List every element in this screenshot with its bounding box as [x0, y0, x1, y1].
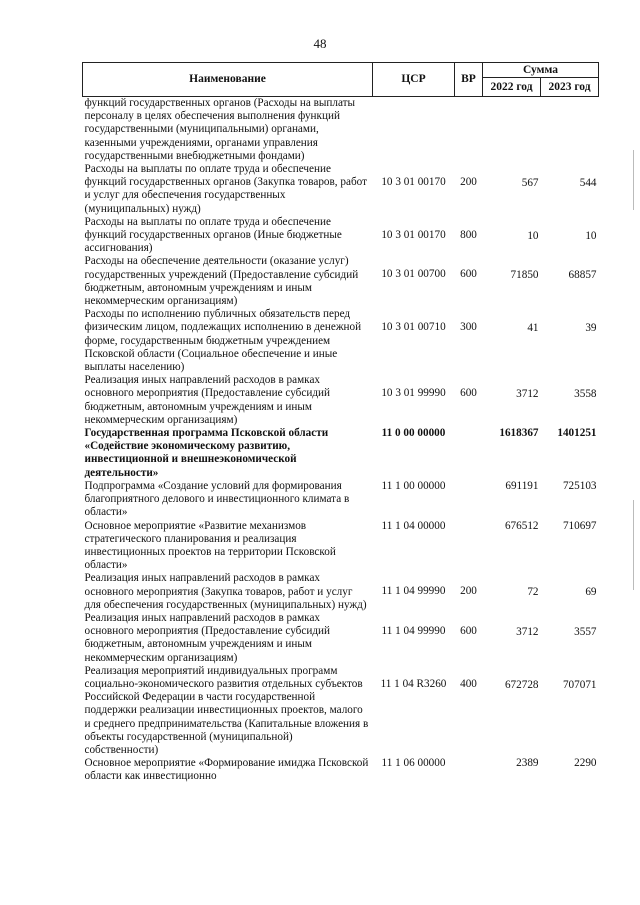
row-csr: 11 1 04 99990	[381, 624, 446, 637]
row-name: функций государственных органов (Расходы на выплаты персоналу в целях обеспечения выполнения функций государственными (муниципальными) органами, казенными учреждениями, органами управления государственными внебюджетными фондами)	[84, 97, 356, 162]
table-row	[83, 612, 599, 665]
row-amount-2023: 725103	[562, 479, 597, 492]
row-amount-2022	[483, 97, 541, 164]
budget-table	[82, 62, 599, 784]
table-row	[83, 757, 599, 783]
row-vr: 200	[460, 585, 477, 598]
row-vr	[455, 520, 483, 573]
row-amount-2023: 68857	[568, 269, 597, 282]
table-row	[83, 520, 599, 573]
row-csr: 10 3 01 00170	[381, 176, 446, 189]
row-name: Государственная программа Псковской области «Содействие экономическому развитию, инвестиционной и внешнеэкономической деятельности»	[84, 427, 329, 479]
row-vr: 600	[460, 268, 477, 281]
row-name: Расходы по исполнению публичных обязательств перед физическим лицом, подлежащих исполнению в денежной форме, государственным бюджетным учреждением Псковской области (Социальное обеспечение и иные выплаты населению)	[84, 308, 362, 374]
page-number: 48	[313, 36, 327, 51]
row-vr: 600	[460, 624, 477, 637]
row-name: Подпрограмма «Создание условий для формирования благоприятного делового и инвестиционного климата в области»	[84, 479, 350, 519]
header-year-2023: 2023 год	[541, 78, 599, 97]
row-vr: 200	[460, 176, 477, 189]
row-amount-2023: 707071	[562, 678, 597, 691]
row-amount-2023: 544	[579, 177, 597, 190]
row-amount-2023: 3557	[574, 625, 597, 638]
row-csr: 11 1 04 99990	[381, 585, 446, 598]
row-amount-2023	[541, 97, 599, 164]
row-csr: 10 3 01 00700	[381, 268, 446, 281]
row-csr: 10 3 01 99990	[381, 387, 446, 400]
row-vr: 600	[460, 387, 477, 400]
row-csr: 11 1 00 00000	[381, 479, 446, 492]
row-vr	[455, 427, 483, 480]
row-vr	[455, 480, 483, 520]
header-csr: ЦСР	[373, 63, 455, 97]
header-sum: Сумма	[483, 63, 599, 78]
row-amount-2022: 3712	[516, 388, 539, 401]
row-amount-2022: 567	[521, 177, 539, 190]
table-row	[83, 216, 599, 256]
row-name: Реализация иных направлений расходов в рамках основного мероприятия (Предоставление субсидий бюджетным, автономным учреждениям и иным некоммерческим организациям)	[84, 374, 330, 426]
scan-edge-mark	[633, 150, 634, 210]
table-row	[83, 97, 599, 164]
row-vr: 400	[460, 677, 477, 690]
table-row	[83, 427, 599, 480]
table-row	[83, 572, 599, 612]
row-amount-2023: 3558	[574, 388, 597, 401]
header-name: Наименование	[83, 63, 373, 97]
row-amount-2022: 672728	[504, 678, 539, 691]
row-csr: 11 0 00 00000	[381, 427, 446, 440]
row-csr	[373, 97, 455, 164]
row-name: Основное мероприятие «Формирование имиджа Псковской области как инвестиционно	[84, 757, 369, 783]
row-vr: 800	[460, 228, 477, 241]
row-amount-2022: 2389	[516, 757, 539, 770]
table-row	[83, 255, 599, 308]
row-vr	[455, 757, 483, 783]
row-name: Расходы на выплаты по оплате труда и обеспечение функций государственных органов (Иные бюджетные ассигнования)	[84, 215, 342, 255]
row-amount-2022: 71850	[510, 269, 539, 282]
row-name: Реализация иных направлений расходов в рамках основного мероприятия (Предоставление субсидий бюджетным, автономным учреждениям и иным некоммерческим организациям)	[84, 611, 330, 664]
row-name: Расходы на обеспечение деятельности (оказание услуг) государственных учреждений (Предоставление субсидий бюджетным, автономным учреждениям и иным некоммерческим организациям)	[84, 255, 359, 308]
row-amount-2022: 10	[527, 229, 539, 242]
row-name: Расходы на выплаты по оплате труда и обеспечение функций государственных органов (Закупка товаров, работ и услуг для обеспечения государственных (муниципальных) нужд)	[84, 163, 367, 215]
row-csr: 10 3 01 00710	[381, 321, 446, 334]
row-amount-2023: 69	[585, 586, 597, 599]
header-year-2022: 2022 год	[483, 78, 541, 97]
row-csr: 11 1 06 00000	[381, 757, 446, 770]
row-amount-2023: 1401251	[557, 427, 597, 440]
row-amount-2022: 72	[527, 586, 539, 599]
table-row	[83, 163, 599, 216]
table-row	[83, 665, 599, 757]
row-name: Основное мероприятие «Развитие механизмов стратегического планирования и реализация инвестиционных проектов на территории Псковской области»	[84, 519, 336, 572]
row-amount-2022: 3712	[516, 625, 539, 638]
row-csr: 10 3 01 00170	[381, 228, 446, 241]
row-csr: 11 1 04 R3260	[380, 677, 447, 690]
table-body	[83, 97, 599, 784]
row-csr: 11 1 04 00000	[381, 519, 446, 532]
row-amount-2023: 10	[585, 229, 597, 242]
table-header	[83, 63, 599, 97]
row-amount-2022: 676512	[504, 519, 539, 532]
row-vr	[455, 97, 483, 164]
table-row	[83, 308, 599, 374]
table-row	[83, 480, 599, 520]
row-name: Реализация мероприятий индивидуальных программ социально-экономического развития отдельных субъектов Российской Федерации в части государственной поддержки реализации инвестиционных проектов, малого и среднего предпринимательства (Капитальные вложения в объекты государственной (муниципальной) собственности)	[84, 664, 369, 756]
row-name: Реализация иных направлений расходов в рамках основного мероприятия (Закупка товаров, работ и услуг для обеспечения государственных (муниципальных) нужд)	[84, 572, 367, 611]
row-amount-2023: 2290	[574, 757, 597, 770]
scan-edge-mark	[633, 500, 634, 590]
row-amount-2022: 1618367	[499, 427, 539, 440]
row-amount-2022: 691191	[505, 479, 539, 492]
row-vr: 300	[460, 321, 477, 334]
row-amount-2023: 710697	[562, 519, 597, 532]
row-amount-2022: 41	[527, 322, 539, 335]
table-row	[83, 374, 599, 427]
row-amount-2023: 39	[585, 322, 597, 335]
header-vr: ВР	[455, 63, 483, 97]
